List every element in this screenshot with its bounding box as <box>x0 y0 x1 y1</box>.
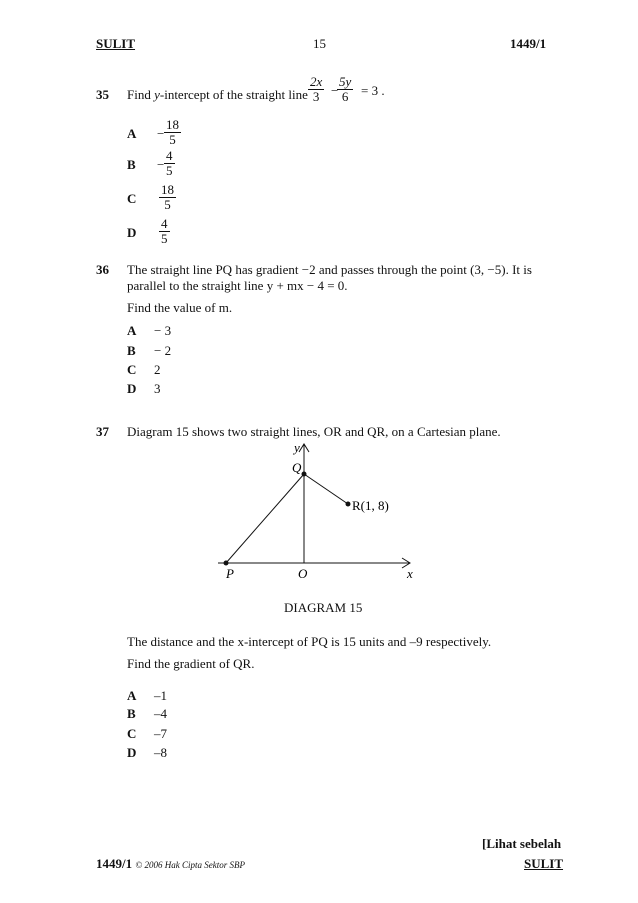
footer-left: 1449/1 © 2006 Hak Cipta Sektor SBP <box>96 856 245 871</box>
footer-next-page: [Lihat sebelah <box>482 836 562 851</box>
equation-minus: − <box>331 83 339 98</box>
option-letter: A <box>127 688 137 703</box>
option-value: –7 <box>154 726 167 741</box>
option-value: –1 <box>154 688 167 703</box>
equation-fraction-2: $\frac{5y}{6}$ <box>339 74 352 104</box>
option-letter: B <box>127 157 136 172</box>
question-intro: Diagram 15 shows two straight lines, OR and QR, on a Cartesian plane. <box>127 424 501 439</box>
page-number: 15 <box>313 36 326 51</box>
fraction-numerator: 4 <box>166 148 173 163</box>
option-value: − 3 <box>154 323 172 338</box>
option-value: 2 <box>154 362 161 377</box>
label-r: R(1, 8) <box>352 498 389 513</box>
equation-fraction-1: $\frac{2x}{3}$ <box>310 74 323 104</box>
option-letter: D <box>127 745 137 760</box>
question-line-3: Find the value of m. <box>127 300 233 315</box>
fraction-numerator: 18 <box>161 182 174 197</box>
footer-sulit: SULIT <box>524 856 564 871</box>
option-fraction <box>164 149 175 178</box>
point-q <box>302 472 307 477</box>
label-p: P <box>226 566 234 581</box>
label-y: y <box>294 440 300 455</box>
option-fraction <box>164 118 181 147</box>
diagram-15 <box>200 440 440 590</box>
label-o: O <box>298 566 308 581</box>
question-line-1: The distance and the x-intercept of PQ is 15 units and –9 respectively. <box>127 634 492 649</box>
option-letter: C <box>127 726 137 741</box>
header-sulit: SULIT <box>96 36 136 51</box>
fraction-numerator: 4 <box>161 216 168 231</box>
option-value: − 2 <box>154 343 172 358</box>
question-number: 35 <box>96 87 109 102</box>
question-number: 36 <box>96 262 109 277</box>
line-qr <box>304 474 348 504</box>
option-letter: C <box>127 362 137 377</box>
option-value: –4 <box>154 706 167 721</box>
fraction-denominator: 5 <box>169 132 176 147</box>
label-q: Q <box>292 460 302 475</box>
diagram-caption: DIAGRAM 15 <box>284 600 363 615</box>
option-letter: B <box>127 706 136 721</box>
option-fraction <box>159 217 170 246</box>
fraction-denominator: 5 <box>164 197 171 212</box>
equation-rhs: = 3 . <box>361 83 385 98</box>
point-p <box>224 561 229 566</box>
option-fraction <box>159 183 176 212</box>
option-value: –8 <box>154 745 167 760</box>
option-letter: A <box>127 126 137 141</box>
question-text: Find y-intercept of the straight line <box>127 87 308 102</box>
question-line-2: parallel to the straight line y + mx − 4 = 0. <box>127 278 348 293</box>
point-r <box>346 502 351 507</box>
option-sign: − <box>157 157 165 172</box>
option-value: 3 <box>154 381 161 396</box>
fraction-numerator: 18 <box>166 117 179 132</box>
question-line-1: The straight line PQ has gradient −2 and passes through the point (3, −5). It is <box>127 262 532 277</box>
paper-code: 1449/1 <box>510 36 547 51</box>
fraction-denominator: 5 <box>161 231 168 246</box>
line-pq <box>226 474 304 563</box>
fraction-denominator: 5 <box>166 163 173 178</box>
option-sign: − <box>157 126 165 141</box>
option-letter: A <box>127 323 137 338</box>
question-number: 37 <box>96 424 109 439</box>
option-letter: C <box>127 191 137 206</box>
option-letter: D <box>127 381 137 396</box>
option-letter: D <box>127 225 137 240</box>
question-line-2: Find the gradient of QR. <box>127 656 255 671</box>
option-letter: B <box>127 343 136 358</box>
label-x: x <box>407 566 413 581</box>
